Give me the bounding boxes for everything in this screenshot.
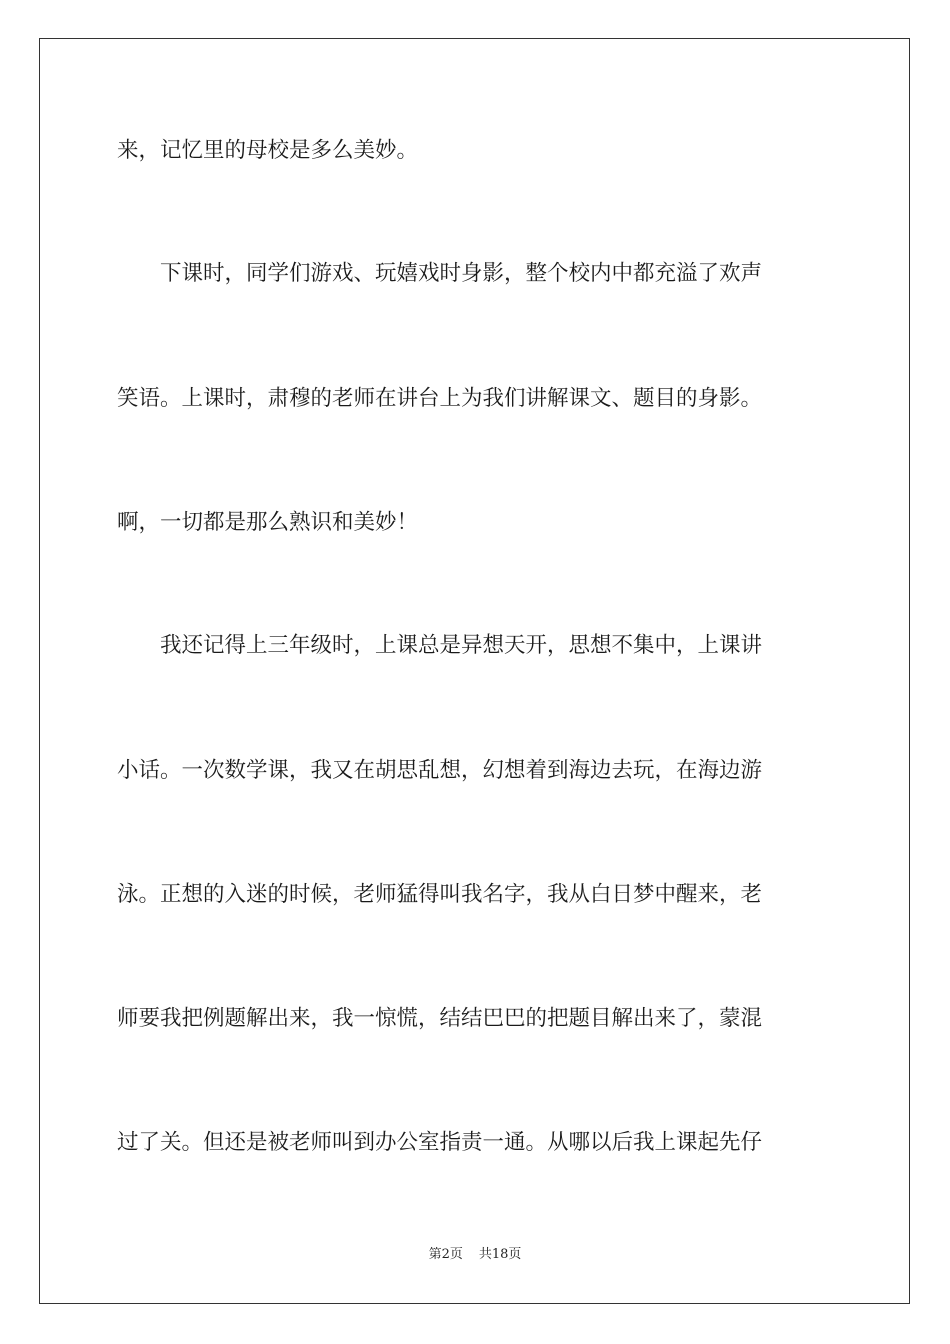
- page-border: [39, 38, 910, 1304]
- page-total: 共18页: [478, 1247, 522, 1262]
- page-footer: [0, 1246, 950, 1264]
- text-line: 我还记得上三年级时，上课总是异想天开，思想不集中，上课讲: [117, 633, 763, 658]
- text-line: 下课时，同学们游戏、玩嬉戏时身影，整个校内中都充溢了欢声: [117, 261, 763, 286]
- text-line: 来，记忆里的母校是多么美妙。: [117, 138, 419, 163]
- text-line: 小话。一次数学课，我又在胡思乱想，幻想着到海边去玩，在海边游: [117, 758, 763, 783]
- text-line: 过了关。但还是被老师叫到办公室指责一通。从哪以后我上课起先仔: [117, 1130, 763, 1155]
- text-line: 师要我把例题解出来，我一惊慌，结结巴巴的把题目解出来了，蒙混: [117, 1006, 763, 1031]
- text-line: 笑语。上课时，肃穆的老师在讲台上为我们讲解课文、题目的身影。: [117, 386, 763, 411]
- text-line: 啊，一切都是那么熟识和美妙！: [117, 510, 419, 535]
- page-number: 第2页: [428, 1247, 463, 1262]
- text-line: 泳。正想的入迷的时候，老师猛得叫我名字，我从白日梦中醒来，老: [117, 882, 763, 907]
